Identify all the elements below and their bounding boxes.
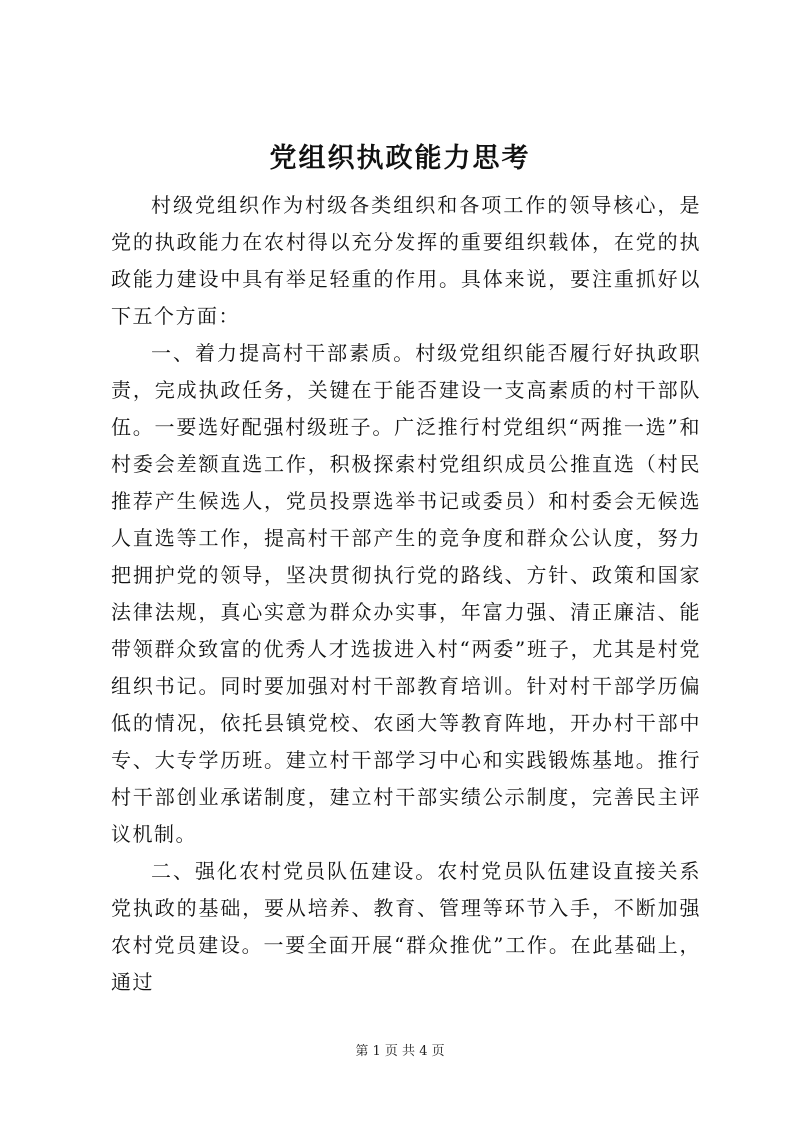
document-body xyxy=(111,187,701,1001)
document-title: 党组织执政能力思考 xyxy=(269,143,531,174)
paragraph-section-2: 二、强化农村党员队伍建设。农村党员队伍建设直接关系党执政的基础，要从培养、教育、管理等环节入手，不断加强农村党员建设。一要全面开展“群众推优”工作。在此基础上，通过 xyxy=(111,859,701,994)
page-footer: 第 1 页 共 4 页 xyxy=(355,1044,445,1059)
paragraph-intro: 村级党组织作为村级各类组织和各项工作的领导核心，是党的执政能力在农村得以充分发挥的重要组织载体，在党的执政能力建设中具有举足轻重的作用。具体来说，要注重抓好以下五个方面： xyxy=(111,193,701,328)
paragraph-section-1: 一、着力提高村干部素质。村级党组织能否履行好执政职责，完成执政任务，关键在于能否建设一支高素质的村干部队伍。一要选好配强村级班子。广泛推行村党组织“两推一选”和村委会差额直选工作，积极探索村党组织成员公推直选（村民推荐产生候选人，党员投票选举书记或委员）和村委会无候选人直选等工作，提高村干部产生的竞争度和群众公认度，努力把拥护党的领导，坚决贯彻执行党的路线、方针、政策和国家法律法规，真心实意为群众办实事，年富力强、清正廉洁、能带领群众致富的优秀人才选拔进入村“两委”班子，尤其是村党组织书记。同时要加强对村干部教育培训。针对村干部学历偏低的情况，依托县镇党校、农函大等教育阵地，开办村干部中专、大专学历班。建立村干部学习中心和实践锻炼基地。推行村干部创业承诺制度，建立村干部实绩公示制度，完善民主评议机制。 xyxy=(111,341,701,846)
